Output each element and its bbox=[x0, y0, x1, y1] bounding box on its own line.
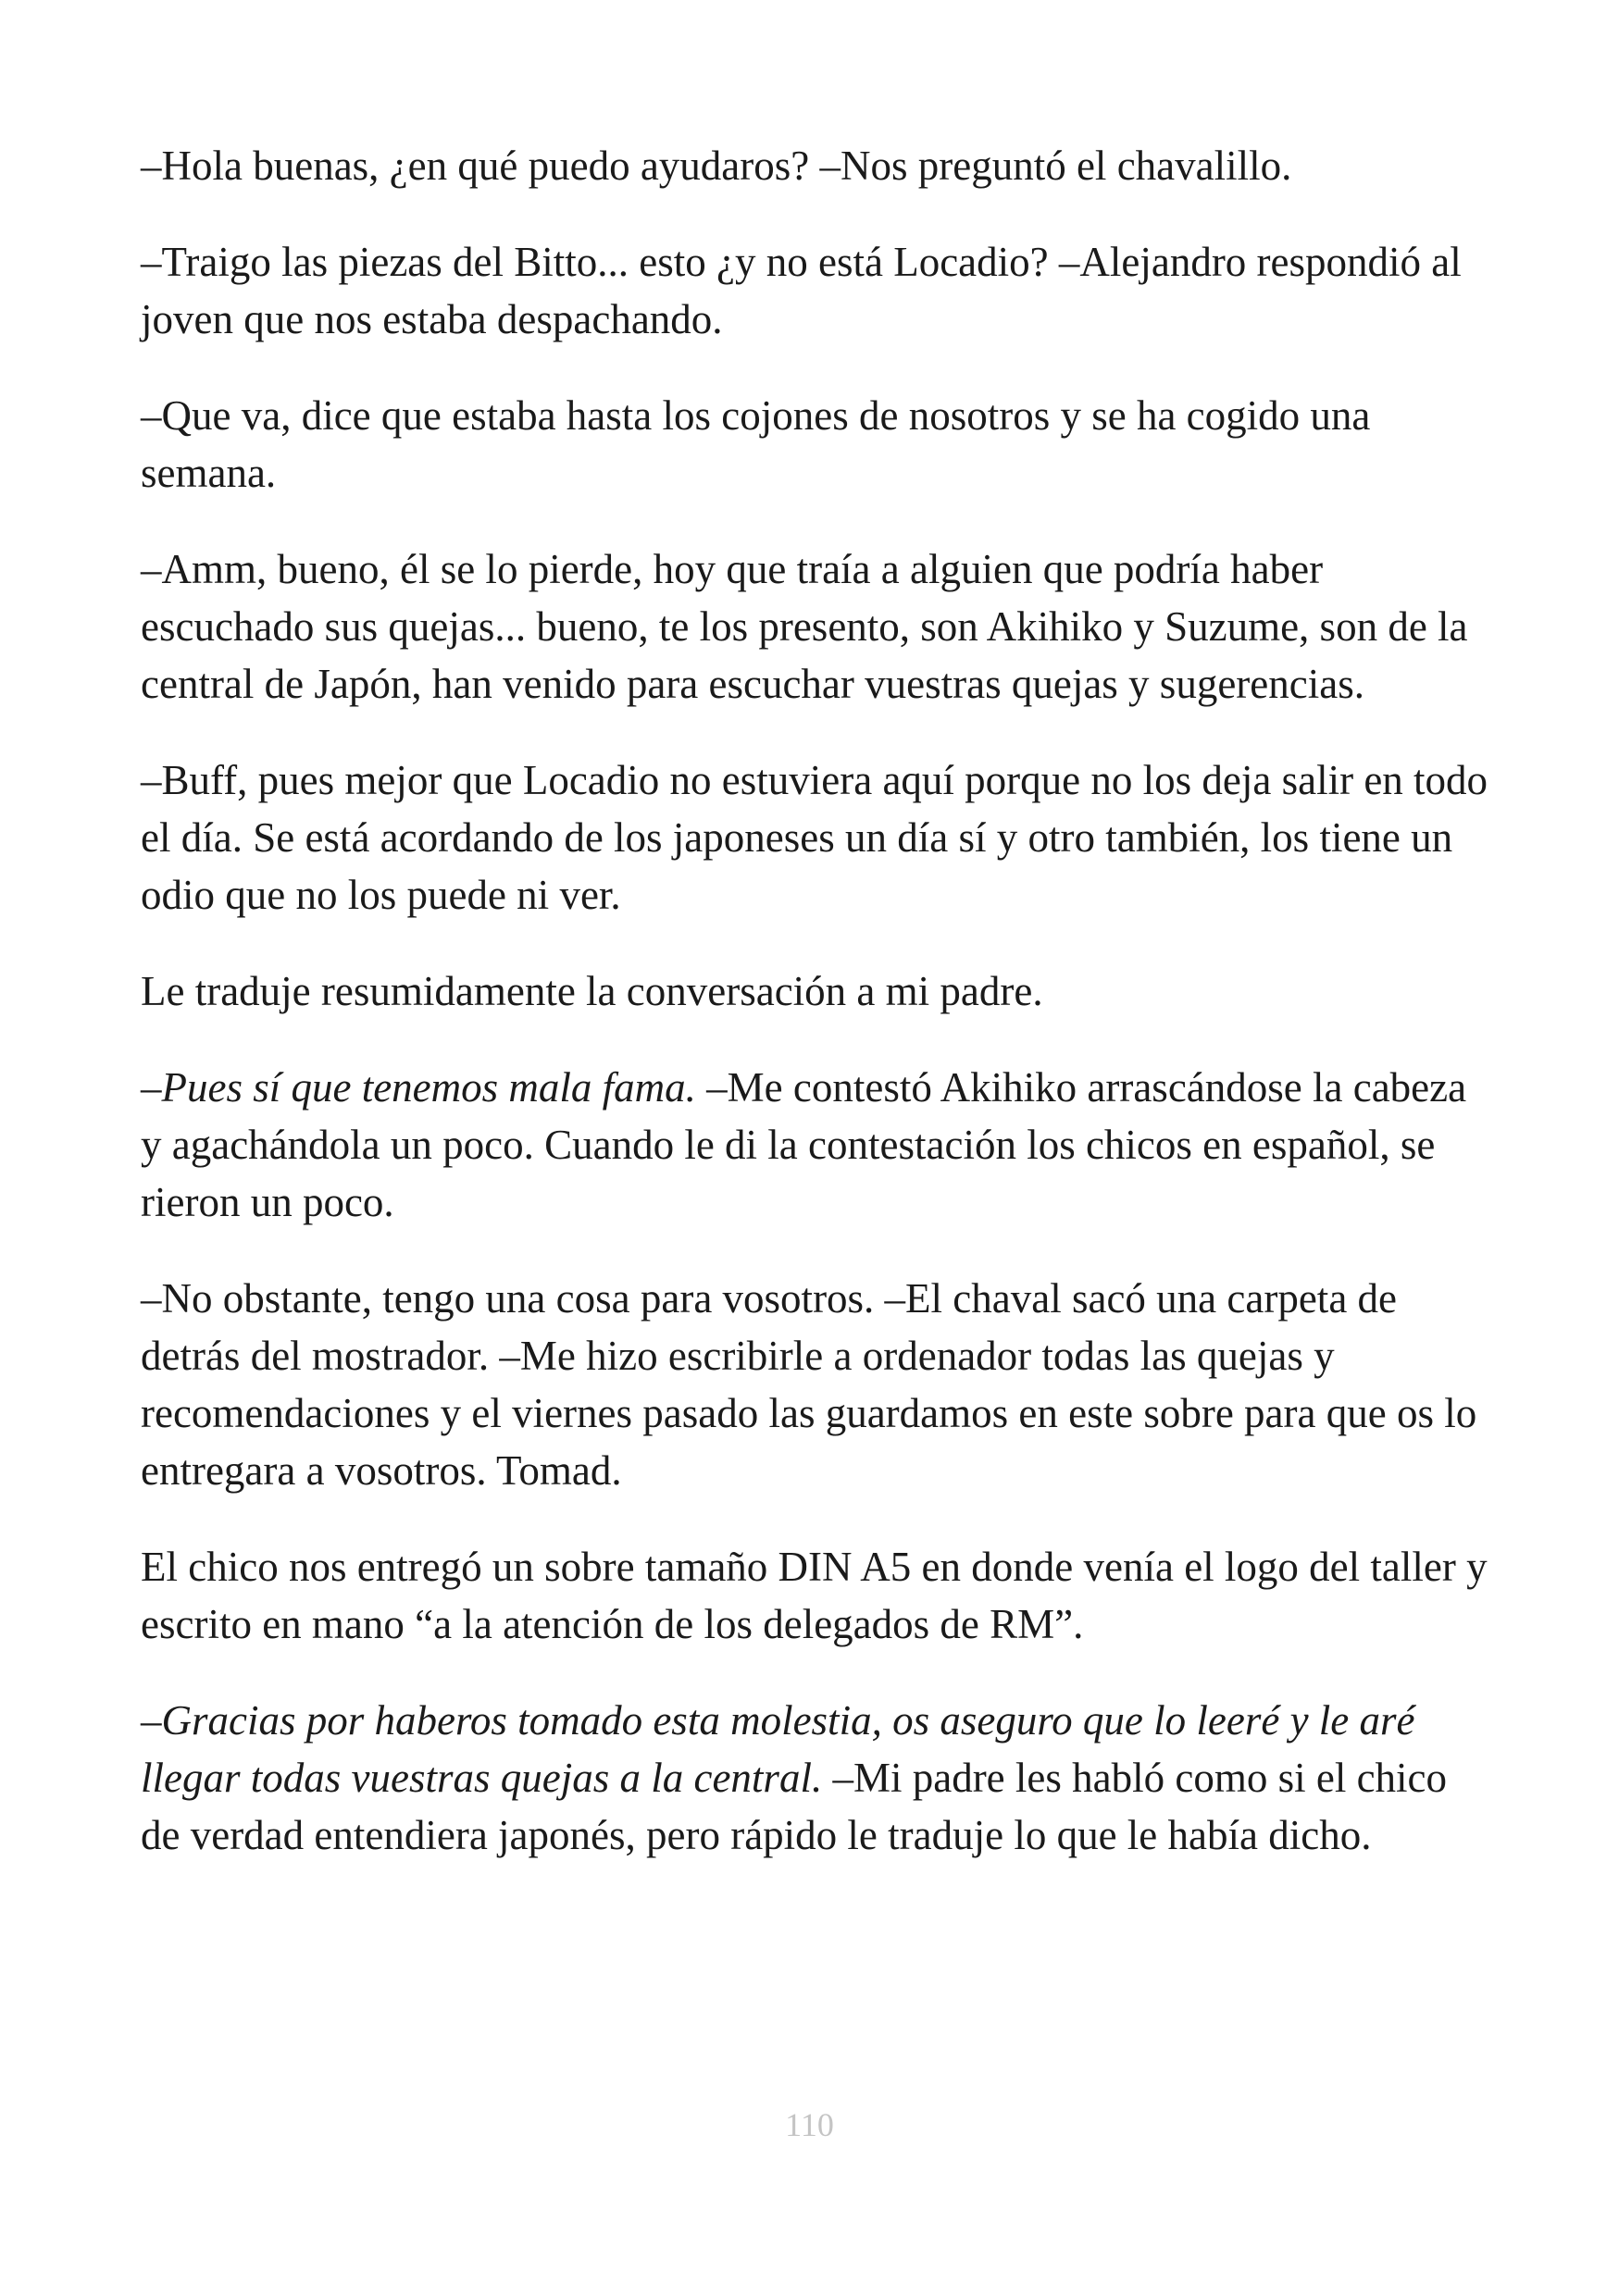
italic-speech: Pues sí que tenemos mala fama. bbox=[161, 1064, 696, 1111]
paragraph-2: –Traigo las piezas del Bitto... esto ¿y no está Locadio? –Alejandro respondió al joven que nos estaba despachando. bbox=[141, 239, 1462, 342]
paragraph-3: –Que va, dice que estaba hasta los cojones de nosotros y se ha cogido una semana. bbox=[141, 392, 1371, 496]
paragraph-6: Le traduje resumidamente la conversación a mi padre. bbox=[141, 968, 1043, 1014]
paragraph-text: –Me contestó Akihiko arrascándose la cabeza y agachándola un poco. Cuando le di la contestación los chicos en español, se rieron un poco. bbox=[141, 1064, 1467, 1225]
italic-speech: Gracias por haberos tomado esta molestia, os aseguro que lo leeré y le aré llegar todas vuestras quejas a la central. bbox=[141, 1697, 1415, 1801]
paragraph-1: –Hola buenas, ¿en qué puedo ayudaros? –Nos preguntó el chavalillo. bbox=[141, 143, 1292, 189]
page-number: 110 bbox=[785, 2106, 834, 2143]
paragraph-9: El chico nos entregó un sobre tamaño DIN A5 en donde venía el logo del taller y escrito en mano “a la atención de los delegados de RM”. bbox=[141, 1544, 1488, 1647]
paragraph-text: –Mi padre les habló como si el chico de verdad entendiera japonés, pero rápido le traduje lo que le había dicho. bbox=[141, 1755, 1448, 1858]
body-text bbox=[141, 137, 1492, 1903]
paragraph-5: –Buff, pues mejor que Locadio no estuviera aquí porque no los deja salir en todo el día. Se está acordando de los japoneses un día sí y otro también, los tiene un odio que no los puede ni ver. bbox=[141, 757, 1488, 918]
paragraph-8: –No obstante, tengo una cosa para vosotros. –El chaval sacó una carpeta de detrás del mostrador. –Me hizo escribirle a ordenador todas las quejas y recomendaciones y el viernes pasado las guardamos en este sobre para que os lo entregara a vosotros. Tomad. bbox=[141, 1275, 1477, 1494]
paragraph-10 bbox=[141, 1692, 1492, 1864]
paragraph-4: –Amm, bueno, él se lo pierde, hoy que traía a alguien que podría haber escuchado sus quejas... bueno, te los presento, son Akihiko y Suzume, son de la central de Japón, han venido para escuchar vuestras quejas y sugerencias. bbox=[141, 546, 1468, 707]
dialogue-dash: – bbox=[141, 1064, 162, 1111]
dialogue-dash: – bbox=[141, 1697, 162, 1744]
paragraph-7 bbox=[141, 1059, 1492, 1231]
